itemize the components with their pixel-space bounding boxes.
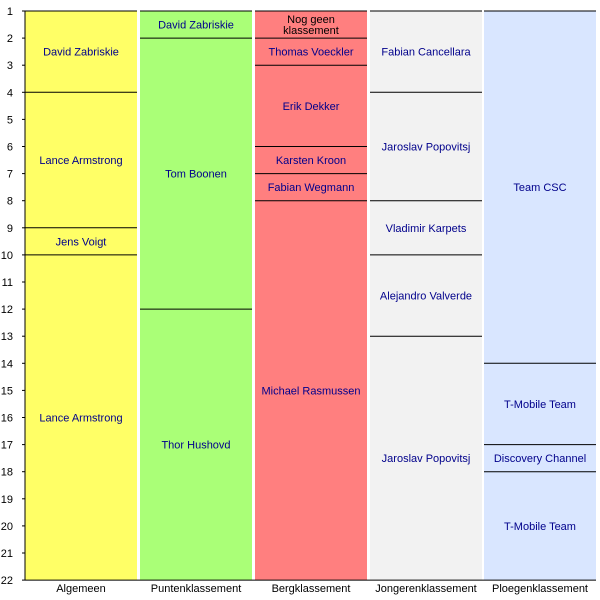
y-tick-label: 7 (6, 168, 13, 181)
y-tick-label: 8 (6, 195, 13, 208)
y-tick-label: 17 (0, 439, 13, 452)
y-tick-label: 21 (0, 548, 13, 560)
y-tick-label: 6 (6, 141, 13, 154)
segment-label: Erik Dekker (282, 100, 340, 113)
y-tick-label: 5 (6, 114, 13, 127)
segment-label: Fabian Cancellara (381, 46, 471, 59)
column-bergklassement (255, 11, 367, 580)
y-tick-label: 10 (0, 249, 13, 262)
column-ploegenklassement (484, 11, 596, 580)
y-tick-label: 19 (0, 493, 13, 506)
y-tick-label: 11 (1, 277, 13, 289)
column-label: Algemeen (56, 583, 106, 595)
y-tick-label: 15 (0, 385, 13, 398)
y-tick-label: 4 (6, 87, 13, 100)
y-tick-label: 20 (0, 520, 13, 533)
y-tick-label: 1 (6, 6, 13, 18)
column-background (140, 11, 252, 580)
segment-label: Alejandro Valverde (379, 290, 473, 303)
column-labels (56, 583, 588, 595)
segment-label: T-Mobile Team (504, 398, 576, 411)
segment-label: Karsten Kroon (275, 155, 347, 168)
segment-label: Vladimir Karpets (385, 222, 467, 235)
column-algemeen (25, 11, 137, 580)
column-puntenklassement (140, 11, 252, 580)
segment-label: David Zabriskie (158, 19, 234, 32)
column-label: Bergklassement (271, 583, 351, 595)
segment-label: Thomas Voeckler (268, 46, 354, 59)
y-tick-label: 2 (6, 33, 13, 46)
segment-label: Jaroslav Popovitsj (381, 453, 471, 466)
column-label: Jongerenklassement (375, 583, 477, 595)
segment-label: Jaroslav Popovitsj (381, 141, 471, 154)
segment-label: Thor Hushovd (161, 439, 231, 452)
segment-label: Fabian Wegmann (267, 182, 355, 195)
y-tick-label: 9 (6, 222, 13, 235)
segment-label: Team CSC (513, 182, 567, 195)
y-tick-label: 18 (0, 466, 13, 479)
y-tick-label: 16 (0, 412, 13, 425)
y-tick-label: 14 (0, 358, 13, 371)
segment-label: David Zabriskie (43, 46, 119, 59)
segment-label: Tom Boonen (165, 168, 227, 181)
y-tick-label: 12 (0, 304, 13, 317)
column-jongerenklassement (370, 11, 482, 580)
column-label: Puntenklassement (150, 583, 242, 595)
y-tick-label: 13 (0, 331, 13, 344)
y-tick-label: 3 (6, 60, 13, 73)
segment-label: Nog geen klassement (283, 14, 339, 38)
column-background (25, 11, 137, 580)
segment-label: Lance Armstrong (39, 412, 123, 425)
segment-label: Jens Voigt (55, 236, 107, 249)
segment-label: Michael Rasmussen (261, 385, 361, 398)
segment-label: T-Mobile Team (504, 520, 576, 533)
segment-label: Lance Armstrong (39, 155, 123, 168)
y-tick-label: 22 (0, 575, 13, 588)
column-background (484, 11, 596, 580)
column-background (255, 11, 367, 580)
columns-layer (25, 11, 596, 580)
column-label: Ploegenklassement (491, 583, 589, 595)
segment-label: Discovery Channel (493, 453, 587, 466)
